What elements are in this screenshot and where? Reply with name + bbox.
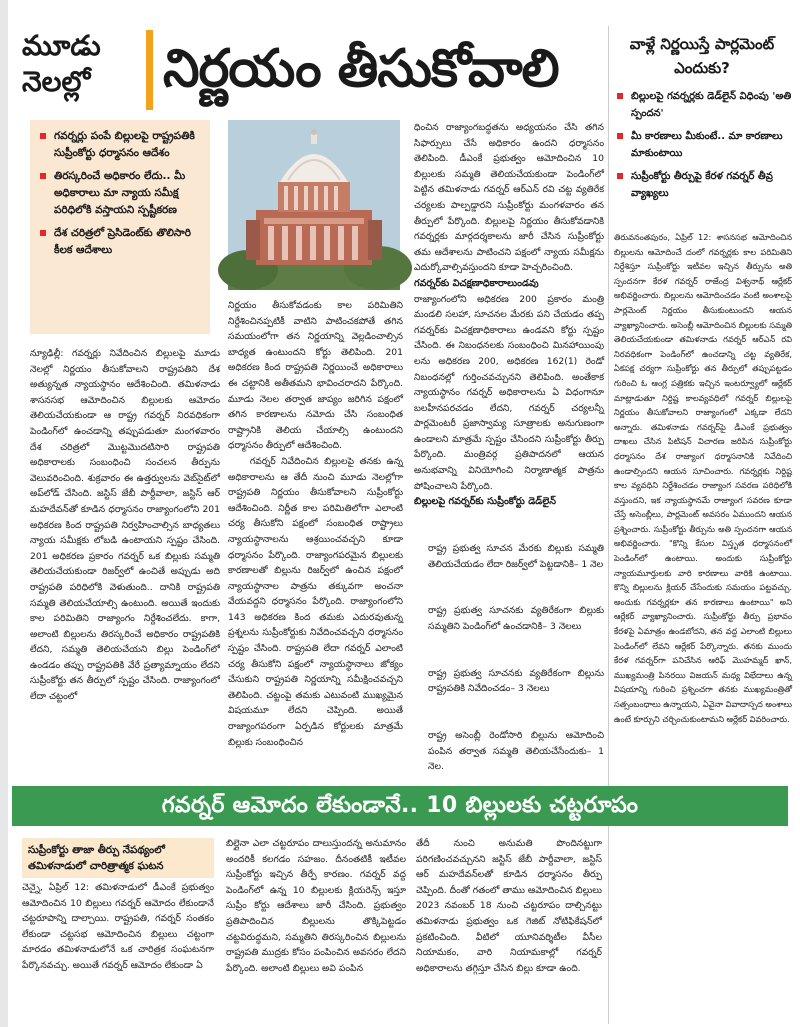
bottom-column-3: తేదీ నుంచి అనుమతి పొందినట్టుగా పరిగణించవచ్చునని జస్టిస్ జేబీ పార్దీవాలా, జస్టిస్ ఆర్ మహదేవన్‌లతో కూడిన ధర్మాసనం తీర్పు చెప్పింది. దీంతో గతంలో తాము ఆమోదించిన బిల్లులు 2023 నవంబర్ 18 నుంచి చట్టరూపం దాల్చినట్టు తమిళనాడు ప్రభుత్వం ఒక గెజిట్ నోటిఫికేషన్‌లో ప్రకటించింది. వీటిలో యూనివర్శిటీల వీసీల నియామకం, వారి నియామకాల్లో గవర్నర్ అధికారాలను తగ్గిస్తూ చేసిన బిల్లు కూడా ఉంది.: [416, 838, 605, 974]
side-article: తిరువనంతపురం, ఏప్రిల్ 12: శాసనసభ ఆమోదించిన బిల్లులను ఆమోదించే దంలో గవర్నర్లకు కాల పరిమితిని నిర్దేశిస్తూ సుప్రీంకోర్టు ఇటీవల ఇచ్చిన తీర్పును అతి స్పందనగా కేరళ గవర్నర్ రాజేంద్ర విశ్వనాథ్ ఆర్లేకర్ అభివర్ణించారు. బిల్లులను ఆమోదించడం వంటి అంశాలపై పార్లమెంట్ నిర్ణయం తీసుకుంటుందని ఆయన వ్యాఖ్యానించారు. అసెంబ్లీ ఆమోదించిన బిల్లులకు సమ్మతి తెలియచేయకుండా తమిళనాడు గవర్నర్ ఆర్ఎన్ రవి నిరవధికంగా పెండింగ్‌లో ఉంచడాన్ని చట్ట వ్యతిరేక, ఏకపక్ష చర్యగా సుప్రీంకోర్టు తన తీర్పులో తప్పుపట్టడం గురించి ఓ ఆంగ్ల పత్రికకు ఇచ్చిన ఇంటర్వ్యూలో ఆర్లేకర్ మాట్లాడుతూ నిర్దిష్ట కాలవ్యవధిలో గవర్నర్ బిల్లులపై నిర్ణయం తీసుకోవాలని రాజ్యాంగంలో ఎక్కడా లేదని అన్నారు. తమిళనాడు గవర్నర్‌పై డీఎంకే ప్రభుత్వం దాఖలు చేసిన పిటిషన్‌ విచారణ జరిపిన సుప్రీంకోర్టు ధర్మాసనం దేశ రాజ్యాంగ ధర్మాసనానికి నివేదించి ఉండాల్సిందని ఆయన సూచించారు. గవర్నర్లకు నిర్దిష్ట కాల వ్యవధిని నిర్దేశించడం రాజ్యాంగ సవరణ పరిధిలోకి వస్తుందని, ఇక న్యాయస్థానమే రాజ్యాంగ సవరణ కూడా చేస్తే అసెంబ్లీలు, పార్లమెంట్ అవసరం ఏముందని ఆయన ప్రశ్నించారు. సుప్రీంకోర్టు తీర్పును అతి స్పందనగా ఆయన అభివర్ణించారు. "కొన్ని కేసుల విస్తృత ధర్మాసనంలో పెండింగ్‌లో ఉంటాయి. అందుకు సుప్రీంకోర్టు న్యాయమూర్తులకు వారి కారణాలు వారికి ఉంటాయి. కొన్ని బిల్లులను క్లియర్ చేసేందుకు సమయం పట్టవచ్చు. అందుకు గవర్నర్లకూ తన కారణాలు ఉంటాయి" అని ఆర్లేకర్ వ్యాఖ్యానించారు. సుప్రీంకోర్టు తీర్పు ప్రభావం కేరళపై ఏమాత్రం ఉండబోదని, తన వద్ద ఎలాంటి బిల్లులు పెండింగ్‌లో లేవని ఆర్లేకర్ పేర్కొన్నారు. తనకు ముందు కేరళ గవర్నర్‌గా పనిచేసిన ఆరిఫ్ మొహమ్మద్ ఖాన్, ముఖ్యమంత్రి పినరయి విజయన్‌ మధ్య విభేదాలు ఉన్న విషయాన్ని గురించి ప్రశ్నించగా తనకు ముఖ్యమంత్రితో సత్సంబంధాలు ఉన్నాయని, ఏవైనా వివాదాస్పద అంశాలు ఉంటే కూర్చుని చర్చించుకుంటామని ఆర్లేకర్ వివరించారు.: [614, 232, 795, 724]
bullet-icon: [40, 173, 46, 179]
side-highlights: [615, 88, 795, 208]
deadline-item: రాష్ట్ర ప్రభుత్వ సూచనకు వ్యతిరేకంగా బిల్లుకు సమ్మతిని పెండింగ్‌లో ఉంచడానికి– 3 నెలలు: [428, 605, 607, 632]
article-column-3: [414, 120, 607, 806]
lead-column: న్యూఢిల్లీ: గవర్నర్లు నివేదించిన బిల్లులపై మూడు నెలల్లో నిర్ణయం తీసుకోవాలని రాష్ట్రపతిని దేశ అత్యున్నత న్యాయస్థానం ఆదేశించింది. తమిళనాడు శాసనసభ ఆమోదించిన బిల్లులకు ఆమోదం తెలియచేయకుండా ఆ రాష్ట్ర గవర్నర్ నిరవధికంగా పెండింగ్‌లో ఉంచడాన్ని తప్పుపడుతూ మంగళవారం దేశ చరిత్రలో మొట్టమొదటిసారి రాష్ట్రపతి అధికారాలకు సంబంధించి సంచలన తీర్పును వెలువరించింది. శుక్రవారం ఈ ఉత్తర్వులను వెబ్‌సైట్‌లో అప్‌లోడ్ చేసింది. జస్టిస్ జేబీ పార్దీవాలా, జస్టిస్ ఆర్ మహదేవన్‌తో కూడిన ధర్మాసనం రాజ్యాంగంలోని 201 అధికరణ కింద రాష్ట్రపతి నిర్వహించాల్సిన బాధ్యతలు న్యాయ సమీక్షకు లోబడి ఉంటాయని స్పష్టం చేసింది. 201 అధికరణ ప్రకారం గవర్నర్ ఒక బిల్లుకు సమ్మతి తెలియచేయకుండా రిజర్వ్‌లో ఉంచితే అప్పుడు అది రాష్ట్రపతి పరిధిలోకి వెళుతుంది.. దానికి రాష్ట్రపతి సమ్మతి తెలియచేయాల్సి ఉంటుంది. అయితే ఇందుకు కాల పరిమితిని రాజ్యాంగం నిర్దేశించలేదు. కాగా, అలాంటి బిల్లులను తిరస్కరించే అధికారం రాష్ట్రపతికి లేదని, సమ్మతి తెలియచేయని బిల్లు పెండింగ్‌లో ఉండడం తప్పు రాష్ట్రపతికి వేరే ప్రత్యామ్నాయం లేదని సుప్రీంకోర్టు తన తీర్పులో స్పష్టం చేసింది. రాజ్యాంగంలో లేదా చట్టంలో: [30, 348, 223, 703]
bullet-icon: [617, 93, 623, 99]
side-highlight-item: సుప్రీంకోర్టు తీర్పుపై కేరళ గవర్నర్ తీవ్ర వ్యాఖ్యలు: [615, 168, 795, 202]
column-3-text: ధించిన రాజ్యాంగబద్ధతను అధ్యయనం చేసి తగిన సిఫార్సులు చేసే అధికారం ఉందని ధర్మాసనం తెలిపింది. డీఎంకే ప్రభుత్వం ఆమోదించిన 10 బిల్లులకు సమ్మతి తెలియచేయకుండా పెండింగ్‌లో పెట్టిన తమిళనాడు గవర్నర్ ఆర్ఎన్ రవి చట్ట వ్యతిరేక చర్యలకు పాల్పడ్డారని సుప్రీంకోర్టు మంగళవారం తన తీర్పులో పేర్కొంది. బిల్లులపై నిర్ణయం తీసుకోవడానికి గవర్నర్లకు మార్గదర్శకాలను జారీ చేసిన సుప్రీంకోర్టు తమ ఆదేశాలను పాటించని పక్షంలో న్యాయ సమీక్షను ఎదుర్కోవాల్సివస్తుందని కూడా హెచ్చరించింది.: [414, 122, 607, 274]
highlight-item: తిరస్కరించే అధికారం లేదు.. మీ అధికారాలు మా న్యాయ సమీక్ష పరిధిలోకి వస్తాయని స్పష్టీకరణ: [38, 168, 202, 219]
deadline-item: రాష్ట్ర ప్రభుత్వ సూచన మేరకు బిల్లుకు సమ్మతి తెలియచేయడం లేదా రిజర్వ్‌లో పెట్టడానికి– 1 నెల: [428, 543, 607, 570]
article-column-2: నిర్ణయం తీసుకోవడంకు కాల పరిమితిని నిర్దేశించినప్పటికీ వాటిని పాటించకపోతే తగిన సమయంలోగా తన నిర్ణయాన్ని వెల్లడించాల్సిన బాధ్యత ఉంటుందని కోర్టు తెలిపింది. 201 అధికరణ కింద రాష్ట్రపతి నిర్ణయించే అధికారాలు ఈ చట్టానికి అతీతమని భావించరాదని పేర్కొంది. మూడు నెలల తర్వాత జాప్యం జరిగిన పక్షంలో తగిన కారణాలను నమోదు చేసి సంబంధిత రాష్ట్రానికి తెలియ చేయాల్సి ఉంటుందని ధర్మాసనం తీర్పులో ఆదేశించింది. గవర్నర్ నివేదించిన బిల్లులపై తనకు ఉన్న అధికారాలను ఆ తేదీ నుంచి మూడు నెలల్లోగా రాష్ట్రపతి నిర్ణయం తీసుకోవాలని సుప్రీంకోర్టు ఆదేశించింది. నిర్ణీత కాల పరిమితిలోగా ఎలాంటి చర్య తీసుకోని పక్షంలో సంబంధిత రాష్ట్రాలు న్యాయస్థానాలను ఆశ్రయించవచ్చని కూడా ధర్మాసనం పేర్కొంది. రాజ్యాంగపరమైన బిల్లులకు కారణాలతో బిల్లును రిజర్వ్‌లో ఉంచిన పక్షంలో న్యాయస్థానాల పాత్రను తక్కువగా అంచనా వేయవద్దని ధర్మాసనం పేర్కొంది. రాజ్యాంగంలోని 143 అధికరణ కింద తమకు ఎదురవుతున్న ప్రశ్నలను సుప్రీంకోర్టుకు నివేదించవచ్చని ధర్మాసనం స్పష్టం చేసింది. రాష్ట్రపతి లేదా గవర్నర్ ఎలాంటి చర్య తీసుకోని పక్షంలో న్యాయస్థానాలు జోక్యం చేసుకుని రాష్ట్రపతి నిర్ణయాన్ని సమీక్షించవచ్చని తెలిపింది. చట్టంపై తమకు ఎటువంటి ముఖ్యమైన విషయమూ లేదని చెప్పింది. అయితే రాజ్యాంగపరంగా ఏర్పడిన కోర్టులకు మాత్రమే బిల్లుకు సంబంధించిన: [228, 300, 404, 748]
column-divider: [608, 26, 609, 1024]
subheading-deadline: బిల్లులపై గవర్నర్‌కు సుప్రీంకోర్టు డెడ్‌లైన్: [414, 496, 556, 508]
bullet-icon: [617, 133, 623, 139]
deadline-list: [414, 510, 607, 806]
headline-prefix-line1: మూడు: [22, 29, 101, 62]
highlight-item: గవర్నర్లు పంపే బిల్లులపై రాష్ట్రపతికి సుప్రీంకోర్టు ధర్మాసనం ఆదేశం: [38, 128, 202, 162]
side-highlight-item: బిల్లులపై గవర్నర్లకు డెడ్‌లైన్ విధింపు 'అతి స్పందన': [615, 88, 795, 122]
deadline-item: రాష్ట్ర అసెంబ్లీ రెండోసారి బిల్లును ఆమోదించి పంపిన తర్వాత సమ్మతి తెలియచేసేందుకు– 1 నెల.: [428, 730, 607, 773]
highlights-box: [30, 120, 210, 334]
side-highlight-item: మీ కారణాలు మీకుంటే.. మా కారణాలు మాకుంటాయి: [615, 128, 795, 162]
headline-divider: [146, 30, 153, 110]
bottom-column-2: బిల్లైనా ఎలా చట్టరూపం దాలుస్తుందన్న అనుమానం అందరికీ కలగడం సహజం. దీనంతటికీ ఇటీవల సుప్రీంకోర్టు ఇచ్చిన తీర్పే కారణం. గవర్నర్ వద్ద పెండింగ్‌లో ఉన్న 10 బిల్లులకు క్లియరెన్స్ ఇస్తూ సుప్రీం కోర్టు ఆదేశాలు జారీ చేసింది. ప్రభుత్వం ప్రతిపాదించిన బిల్లులను తొక్కిపెట్టడం చట్టవిరుద్ధమని, సమ్మతిని తిరస్కరించిన బిల్లులను రాష్ట్రపతి ముద్రకు కోసం పంపించిన అవసరం లేదని పేర్కొంది. అలాంటి బిల్లులు అవి పంపిన: [226, 838, 409, 974]
highlight-item: దేశ చరిత్రలో ప్రెసిడెంట్‌కు తొలిసారి కీలక ఆదేశాలు: [38, 225, 202, 259]
bottom-subhead: సుప్రీంకోర్టు తాజా తీర్పు నేపథ్యంలో తమిళనాడులో చారిత్రాత్మక ఘటన: [22, 838, 214, 878]
deadline-item: రాష్ట్ర ప్రభుత్వ సూచనకు వ్యతిరేకంగా బిల్లును రాష్ట్రపతికి నివేదించడం– 3 నెలలు: [428, 667, 607, 695]
bullet-icon: [40, 133, 46, 139]
supreme-court-illustration: [228, 120, 400, 290]
column-3-text-2: రాజ్యాంగంలోని అధికరణ 200 ప్రకారం మంత్రి మండలి సలహా, సూచనల మేరకు పని చేయడం తప్ప గవర్నర్‌కు విచక్షణాధికారాలు ఉండవని కోర్టు స్పష్టం చేసింది. ఈ నిబంధనలకు సంబంధించి మినహాయింపు లను అధికరణ 200, అధికరణ 162(1) రెండో నిబంధనల్లో గుర్తించవచ్చునని తెలిపింది. అంతేకాక న్యాయస్థానం గవర్నర్ అధికారాలను ఏ విధంగానూ బలహీనపరచడం లేదని, గవర్నర్ చర్యలన్నీ పార్లమెంటరీ ప్రజాస్వామ్య సూత్రాలకు అనుగుణంగా ఉండాలని మాత్రమే స్పష్టం చేసిందని సుప్రీంకోర్టు తీర్పు పేర్కొంది. మంత్రివర్గ ప్రతిపాదనలో ఆయన అనుభవాన్ని వినియోగించి నిర్మాణాత్మక పాత్రను పోషించాలని పేర్కొంది.: [414, 293, 607, 492]
bullet-icon: [617, 173, 623, 179]
bottom-banner: గవర్నర్ ఆమోదం లేకుండానే.. 10 బిల్లులకు చట్టరూపం: [12, 786, 788, 826]
side-headline: వాళ్లే నిర్ణయిస్తే పార్లమెంట్ ఎందుకు?: [629, 35, 775, 77]
page-edge: [0, 0, 8, 1027]
headline-prefix: [22, 28, 142, 100]
subheading-discretion: గవర్నర్‌కు విచక్షణాధికారాలుండవు: [414, 277, 539, 289]
headline-main: నిర్ణయం తీసుకోవాలి: [163, 39, 559, 99]
headline-prefix-line2: నెలల్లో: [22, 65, 91, 98]
supreme-court-photo: [228, 120, 400, 290]
bottom-column-1: చెన్నై, ఏప్రిల్ 12: తమిళనాడులో డీఎంకే ప్రభుత్వం ఆమోదించిన 10 బిల్లులు గవర్నర్ ఆమోదం లేకుండానే చట్టరూపాన్ని దాల్చాయి. రాష్ట్రపతి, గవర్నర్ సంతకం లేకుండా చట్టసభ ఆమోదించిన బిల్లులు చట్టంగా మారడం తమిళనాడులోనే ఒక చారిత్రక సంఘటనగా పేర్కొనవచ్చు. అయితే గవర్నర్ ఆమోదం లేకుండా ఏ: [22, 882, 217, 971]
bullet-icon: [40, 230, 46, 236]
